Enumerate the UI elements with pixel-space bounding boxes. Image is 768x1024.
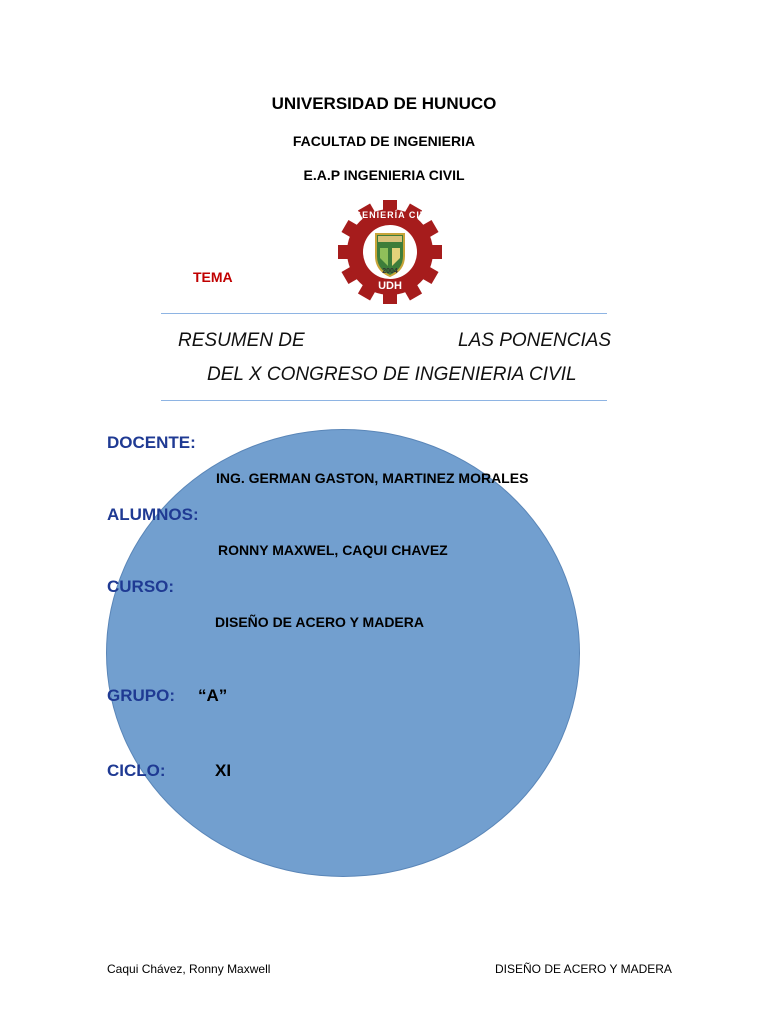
decorative-circle (106, 429, 580, 877)
title-line1-right: LAS PONENCIAS (458, 330, 612, 351)
docente-label: DOCENTE: (107, 433, 196, 452)
tema-label: TEMA (193, 269, 233, 285)
school-name: E.A.P INGENIERIA CIVIL (303, 167, 465, 183)
university-name: UNIVERSIDAD DE HUNUCO (271, 94, 497, 113)
ciclo-label: CICLO: (107, 761, 166, 780)
docente-value: ING. GERMAN GASTON, MARTINEZ MORALES (216, 470, 529, 486)
ciclo-value: XI (215, 761, 232, 780)
title-line2: DEL X CONGRESO DE INGENIERIA CIVIL (207, 364, 577, 385)
title-bottom-rule (161, 400, 607, 401)
alumnos-label: ALUMNOS: (107, 505, 199, 524)
curso-value: DISEÑO DE ACERO Y MADERA (215, 614, 424, 630)
alumnos-value: RONNY MAXWEL, CAQUI CHAVEZ (218, 542, 448, 558)
faculty-name: FACULTAD DE INGENIERIA (292, 133, 476, 149)
logo-ring-text: INGENIERÍA CIVIL (343, 210, 437, 220)
grupo-label: GRUPO: (107, 686, 175, 705)
footer-author: Caqui Chávez, Ronny Maxwell (107, 962, 271, 976)
udh-civil-engineering-logo (332, 200, 448, 304)
logo-acronym: UDH (378, 280, 402, 292)
title-top-rule (161, 313, 607, 314)
grupo-value: “A” (198, 686, 228, 705)
logo-year: 2004 (382, 268, 398, 275)
title-line1-left: RESUMEN DE (178, 330, 305, 351)
curso-label: CURSO: (107, 577, 175, 596)
footer-course: DISEÑO DE ACERO Y MADERA (495, 962, 672, 976)
